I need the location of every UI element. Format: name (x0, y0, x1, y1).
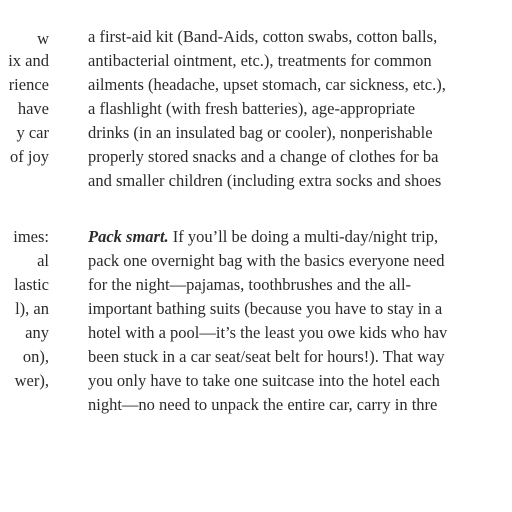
left-text-line: w (37, 29, 49, 48)
paragraph-line: a first-aid kit (Band-Aids, cotton swabs, cotton balls, (88, 27, 438, 46)
paragraph-line: a flashlight (with fresh batteries), age-appropriate (88, 99, 416, 118)
paragraph-line: properly stored snacks and a change of clothes for ba (88, 147, 439, 166)
paragraph-lead-heading: Pack smart. (88, 227, 169, 246)
left-text-line: have (17, 99, 49, 118)
paragraph-line: antibacterial ointment, etc.), treatments for common (88, 51, 432, 70)
paragraph-line: you only have to take one suitcase into the hotel each (88, 371, 440, 390)
paragraph-line: hotel with a pool—it’s the least you owe kids who hav (88, 323, 448, 342)
paragraph-line: important bathing suits (because you have to stay in a (88, 299, 443, 318)
left-column-text (0, 0, 49, 512)
paragraph-line-rest: If you’ll be doing a multi-day/night trip, (168, 227, 439, 246)
left-text-line: ix and (8, 51, 49, 70)
left-text-line: any (25, 323, 49, 342)
paragraph-line: pack one overnight bag with the basics everyone need (88, 251, 445, 270)
paragraph-line: been stuck in a car seat/seat belt for hours!). That way (88, 347, 445, 366)
paragraph-line: ailments (headache, upset stomach, car sickness, etc.), (88, 75, 446, 94)
left-text-line: lastic (14, 275, 49, 294)
paragraph-line: drinks (in an insulated bag or cooler), nonperishable (88, 123, 433, 142)
left-text-line: al (37, 251, 49, 270)
paragraph-first-line (88, 226, 438, 248)
left-text-line: of joy (10, 147, 49, 166)
left-text-line: imes: (13, 227, 49, 246)
paragraph-line: for the night—pajamas, toothbrushes and the all- (88, 275, 412, 294)
paragraph-line: night—no need to unpack the entire car, carry in thre (88, 395, 438, 414)
left-text-line: l), an (15, 299, 49, 318)
left-text-line: wer), (14, 371, 49, 390)
main-column-text (88, 0, 512, 512)
paragraph-line: and smaller children (including extra socks and shoes (88, 171, 442, 190)
left-text-line: on), (22, 347, 49, 366)
left-text-line: y car (16, 123, 49, 142)
left-text-line: rience (8, 75, 49, 94)
